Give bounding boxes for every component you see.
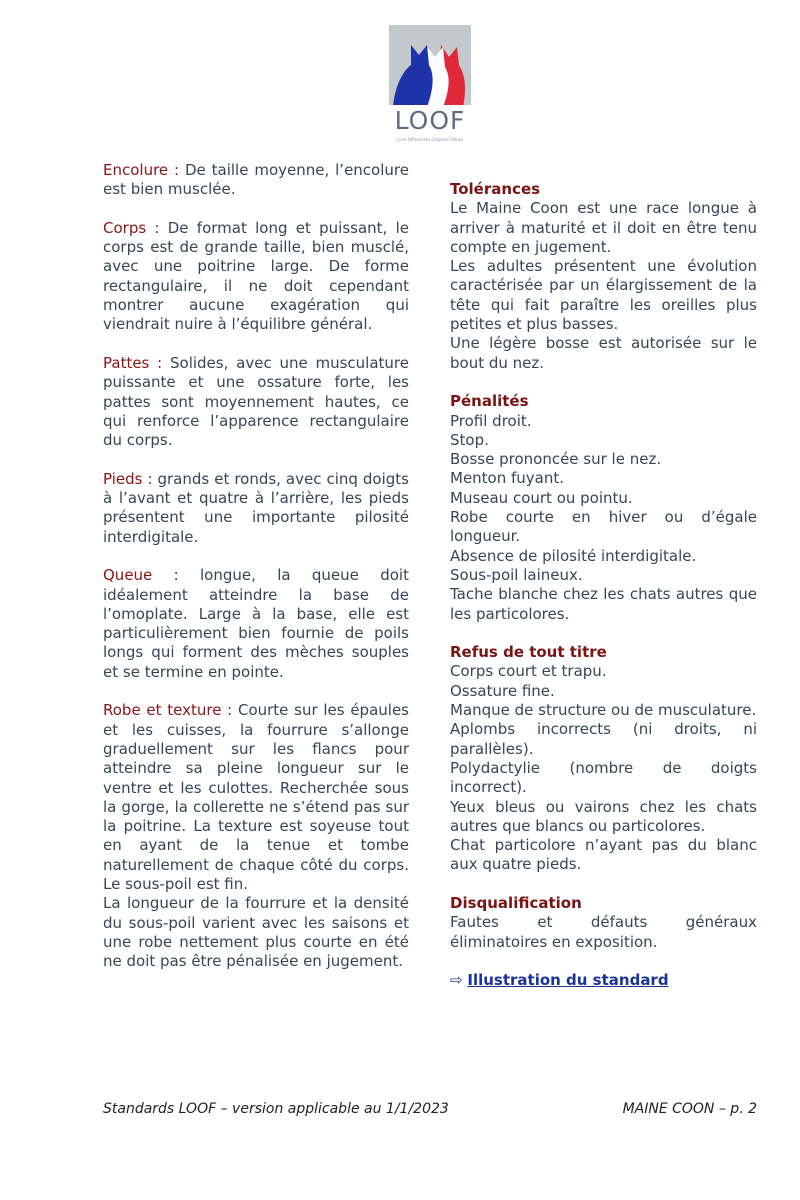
section-queue bbox=[103, 566, 409, 682]
list-item: Yeux bleus ou vairons chez les chats autres que blancs ou particolores. bbox=[450, 797, 757, 835]
section-text: Courte sur les épaules et les cuisses, la fourrure s’allonge graduellement sur les flancs pour atteindre sa pleine longueur sur le ventre et les culottes. Recherchée sous la gorge, la collerette ne s’étend pas sur la poitrine. La texture est soyeuse tout en ayant de la tenue et tombe naturellement de chaque côté du corps. Le sous-poil est fin. bbox=[103, 701, 409, 893]
term-label: Pieds : bbox=[103, 469, 153, 488]
heading-disqualification: Disqualification bbox=[450, 893, 582, 912]
section-robe-texture bbox=[103, 701, 409, 894]
term-label: Encolure : bbox=[103, 161, 180, 179]
list-item: Museau court ou pointu. bbox=[450, 488, 633, 507]
section-encolure bbox=[103, 161, 409, 200]
list-item: Absence de pilosité interdigitale. bbox=[450, 546, 697, 565]
section-text: De taille moyenne, l’encolure est bien musclée. bbox=[103, 161, 409, 199]
list-item: Une légère bosse est autorisée sur le bout du nez. bbox=[450, 334, 757, 372]
illustration-standard-link[interactable]: Illustration du standard bbox=[467, 971, 669, 990]
logo-tagline: Livre Officiel des Origines Félines bbox=[396, 137, 464, 142]
section-pieds bbox=[103, 470, 409, 547]
footer-version: Standards LOOF – version applicable au 1/1/2023 bbox=[103, 1101, 449, 1117]
cat-silhouettes-icon bbox=[389, 25, 471, 105]
list-item: Corps court et trapu. bbox=[450, 662, 607, 681]
list-item: Chat particolore n’ayant pas du blanc aux quatre pieds. bbox=[450, 836, 757, 874]
section-corps bbox=[103, 219, 409, 335]
list-item: Polydactylie (nombre de doigts incorrect). bbox=[450, 758, 757, 797]
list-item: Ossature fine. bbox=[450, 681, 555, 700]
illustration-link-row bbox=[450, 971, 757, 990]
list-item: Manque de structure ou de musculature. bbox=[450, 701, 757, 720]
heading-tolerances: Tolérances bbox=[450, 180, 541, 198]
term-label: Corps bbox=[103, 218, 147, 237]
list-item: Le Maine Coon est une race longue à arriver à maturité et il doit en être tenu compte en jugement. bbox=[450, 199, 757, 256]
list-item: Aplombs incorrects (ni droits, ni parallèles). bbox=[450, 720, 757, 758]
logo-wordmark: LOOF bbox=[394, 106, 466, 135]
footer-page-number: MAINE COON – p. 2 bbox=[622, 1101, 757, 1117]
right-column bbox=[450, 180, 757, 990]
section-text: : De format long et puissant, le corps est de grande taille, bien musclé, avec une poitrine large. De forme rectangulaire, il ne doit cependant montrer aucune exagération qui viendrait nuire à l’équilibre général. bbox=[103, 218, 409, 334]
list-item: Stop. bbox=[450, 430, 489, 449]
list-item: Robe courte en hiver ou d’égale longueur. bbox=[450, 508, 757, 546]
heading-refus: Refus de tout titre bbox=[450, 643, 607, 662]
loof-logo bbox=[389, 25, 471, 147]
term-label: Robe et texture : bbox=[103, 701, 233, 720]
section-pattes bbox=[103, 354, 409, 450]
list-item: Profil droit. bbox=[450, 411, 532, 430]
list-item: Les adultes présentent une évolution caractérisée par un élargissement de la tête qui fait paraître les oreilles plus petites et plus basses. bbox=[450, 257, 757, 334]
left-column bbox=[103, 161, 409, 971]
list-item: Tache blanche chez les chats autres que les particolores. bbox=[450, 585, 757, 623]
list-item: Sous-poil laineux. bbox=[450, 565, 583, 584]
section-text: Solides, avec une musculature puissante et une ossature forte, les pattes sont moyennement hautes, ce qui renforce l’apparence rectangulaire du corps. bbox=[103, 353, 409, 450]
arrow-right-icon: ⇨ bbox=[450, 971, 463, 990]
heading-penalites: Pénalités bbox=[450, 392, 529, 411]
section-text: longue, la queue doit idéalement atteindre la base de l’omoplate. Large à la base, elle est particulièrement bien fournie de poils longs qui forment des mèches souples et se termine en pointe. bbox=[103, 566, 409, 681]
term-label: Queue : bbox=[103, 566, 179, 585]
section-robe-continuation: La longueur de la fourrure et la densité du sous-poil varient avec les saisons et une robe nettement plus courte en été ne doit pas être pénalisée en jugement. bbox=[103, 894, 409, 971]
list-item: Bosse prononcée sur le nez. bbox=[450, 450, 662, 469]
list-item: Menton fuyant. bbox=[450, 469, 565, 488]
section-text: grands et ronds, avec cinq doigts à l’avant et quatre à l’arrière, les pieds présentent une importante pilosité interdigitale. bbox=[103, 469, 409, 546]
term-label: Pattes : bbox=[103, 353, 163, 372]
list-item: Fautes et défauts généraux éliminatoires en exposition. bbox=[450, 913, 757, 951]
